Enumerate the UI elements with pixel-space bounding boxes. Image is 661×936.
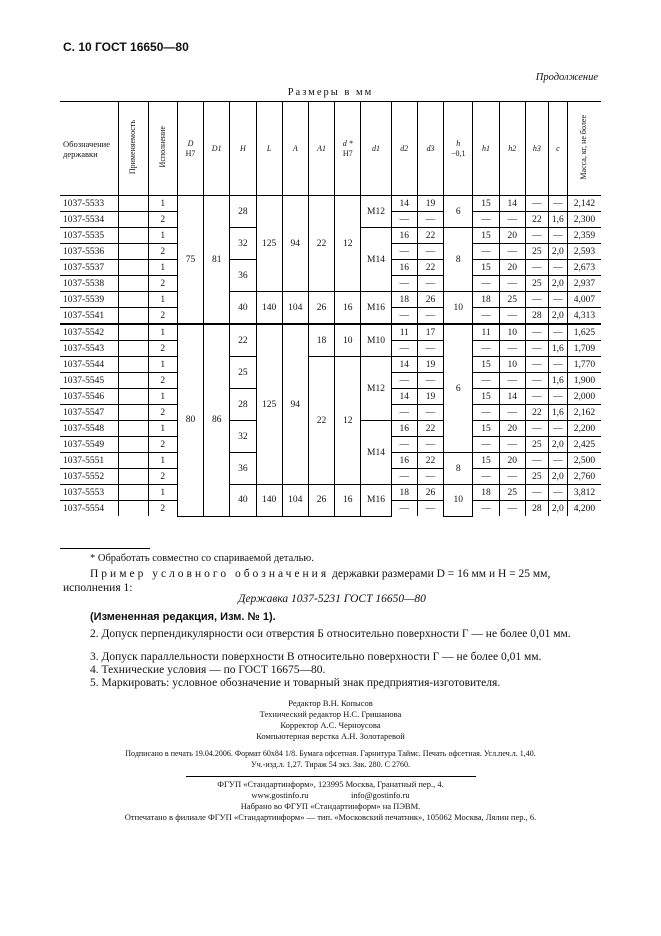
cell-h3: — xyxy=(525,453,548,469)
cell-designation: 1037-5534 xyxy=(60,212,119,228)
cell-version: 2 xyxy=(148,469,177,485)
credit-editor: Редактор В.Н. Копысов xyxy=(288,698,373,708)
cell-d2: 16 xyxy=(391,421,417,437)
cell-d3: 26 xyxy=(417,292,443,308)
cell-d2: 14 xyxy=(391,196,417,212)
cell-d3: — xyxy=(417,244,443,260)
cell-h3: 25 xyxy=(525,437,548,453)
cell-a: 104 xyxy=(282,292,308,325)
cell-h3: 28 xyxy=(525,501,548,517)
cell-h3: — xyxy=(525,421,548,437)
cell-h2: — xyxy=(499,405,525,421)
cell-designation: 1037-5535 xyxy=(60,228,119,244)
cell-d1: M14 xyxy=(361,228,391,292)
col-D1: D1 xyxy=(204,102,230,196)
cell-h: 28 xyxy=(230,196,256,228)
cell-a1: 26 xyxy=(308,292,334,325)
publisher-address: ФГУП «Стандартинформ», 123995 Москва, Гранатный пер., 4. xyxy=(217,779,444,789)
cell-d2: — xyxy=(391,469,417,485)
cell-d3: 22 xyxy=(417,228,443,244)
cell-d3: — xyxy=(417,276,443,292)
cell-version: 1 xyxy=(148,228,177,244)
cell-designation: 1037-5544 xyxy=(60,357,119,373)
cell-h3: 25 xyxy=(525,276,548,292)
cell-applicability xyxy=(119,292,148,308)
cell-applicability xyxy=(119,469,148,485)
cell-h3: — xyxy=(525,324,548,341)
cell-version: 1 xyxy=(148,292,177,308)
cell-h1: — xyxy=(473,373,499,389)
cell-applicability xyxy=(119,196,148,212)
cell-d2: 18 xyxy=(391,292,417,308)
cell-h2: 14 xyxy=(499,196,525,212)
cell-h: 6 xyxy=(444,324,473,453)
cell-applicability xyxy=(119,228,148,244)
amendment: (Измененная редакция, Изм. № 1). xyxy=(90,611,276,623)
cell-a1: 18 xyxy=(308,324,334,357)
cell-mass: 1,709 xyxy=(567,341,601,357)
cell-h1: 18 xyxy=(473,292,499,308)
cell-applicability xyxy=(119,421,148,437)
cell-h: 6 xyxy=(444,196,473,228)
cell-c: 1,6 xyxy=(548,373,567,389)
cell-designation: 1037-5548 xyxy=(60,421,119,437)
cell-h: 28 xyxy=(230,389,256,421)
footnote-rule xyxy=(60,548,150,549)
cell-mass: 2,593 xyxy=(567,244,601,260)
cell-version: 2 xyxy=(148,437,177,453)
cell-h1: — xyxy=(473,437,499,453)
example-designation: Державка 1037-5231 ГОСТ 16650—80 xyxy=(238,593,426,605)
cell-h3: 28 xyxy=(525,308,548,325)
cell-d1: M10 xyxy=(361,324,391,357)
cell-d3: — xyxy=(417,341,443,357)
item-3: 3. Допуск параллельности поверхности В относительно поверхности Г — не более 0,01 мм. xyxy=(90,651,542,663)
cell-mass: 4,313 xyxy=(567,308,601,325)
cell-mass: 2,000 xyxy=(567,389,601,405)
cell-c: 2,0 xyxy=(548,276,567,292)
cell-h3: 25 xyxy=(525,469,548,485)
cell-h2: — xyxy=(499,437,525,453)
cell-h2: — xyxy=(499,341,525,357)
cell-a1: 22 xyxy=(308,196,334,292)
cell-l: 125 xyxy=(256,324,282,485)
cell-h1: 15 xyxy=(473,260,499,276)
table-caption: Размеры в мм xyxy=(287,87,374,98)
cell-c: — xyxy=(548,324,567,341)
cell-h: 8 xyxy=(444,453,473,485)
col-mass: Масса, кг, не более xyxy=(567,102,601,196)
cell-d2: 11 xyxy=(391,324,417,341)
page-header: С. 10 ГОСТ 16650—80 xyxy=(63,40,189,54)
cell-applicability xyxy=(119,276,148,292)
cell-d3: — xyxy=(417,373,443,389)
cell-d3: — xyxy=(417,501,443,517)
cell-h2: 25 xyxy=(499,292,525,308)
cell-h1: 15 xyxy=(473,453,499,469)
col-applicability: Применяемость xyxy=(119,102,148,196)
cell-l: 140 xyxy=(256,485,282,517)
cell-mass: 2,425 xyxy=(567,437,601,453)
cell-c: — xyxy=(548,260,567,276)
cell-version: 1 xyxy=(148,196,177,212)
cell-c: 2,0 xyxy=(548,437,567,453)
cell-d3: 19 xyxy=(417,389,443,405)
cell-d2: 14 xyxy=(391,357,417,373)
cell-h2: — xyxy=(499,244,525,260)
cell-h: 22 xyxy=(230,324,256,357)
cell-h2: 20 xyxy=(499,453,525,469)
cell-d3: 19 xyxy=(417,196,443,212)
cell-d2: 16 xyxy=(391,228,417,244)
cell-h1: — xyxy=(473,244,499,260)
col-designation: Обозначение державки xyxy=(60,102,119,196)
cell-applicability xyxy=(119,389,148,405)
cell-c: 2,0 xyxy=(548,244,567,260)
cell-d2: 18 xyxy=(391,485,417,501)
col-d: d * H7 xyxy=(335,102,361,196)
cell-d2: — xyxy=(391,437,417,453)
cell-h3: 25 xyxy=(525,244,548,260)
cell-mass: 2,142 xyxy=(567,196,601,212)
cell-mass: 1,625 xyxy=(567,324,601,341)
cell-h1: 15 xyxy=(473,421,499,437)
cell-applicability xyxy=(119,260,148,276)
cell-dd: 12 xyxy=(335,196,361,292)
cell-h2: 20 xyxy=(499,421,525,437)
cell-h: 25 xyxy=(230,357,256,389)
credit-corrector: Корректор А.С. Черноусова xyxy=(280,720,381,730)
cell-applicability xyxy=(119,501,148,517)
cell-d2: 16 xyxy=(391,453,417,469)
cell-d1: M16 xyxy=(361,485,391,517)
cell-c: — xyxy=(548,389,567,405)
cell-d2: 14 xyxy=(391,389,417,405)
cell-d: 75 xyxy=(177,196,203,325)
cell-d3: 19 xyxy=(417,357,443,373)
cell-h1: 11 xyxy=(473,324,499,341)
col-D: D H7 xyxy=(177,102,203,196)
continuation-label: Продолжение xyxy=(535,72,598,83)
item-2: 2. Допуск перпендикулярности оси отверстия Б относительно поверхности Г — не более 0,01 мм. xyxy=(90,628,571,640)
cell-h1: — xyxy=(473,341,499,357)
table-row xyxy=(60,324,601,341)
cell-designation: 1037-5551 xyxy=(60,453,119,469)
cell-h1: — xyxy=(473,276,499,292)
cell-h: 40 xyxy=(230,292,256,325)
cell-h3: — xyxy=(525,260,548,276)
cell-h1: 15 xyxy=(473,228,499,244)
table-header-row xyxy=(60,102,601,196)
cell-d2: — xyxy=(391,373,417,389)
cell-h1: — xyxy=(473,405,499,421)
col-d1: d1 xyxy=(361,102,391,196)
dimensions-table xyxy=(60,101,601,517)
col-version: Исполнение xyxy=(148,102,177,196)
cell-dd: 16 xyxy=(335,485,361,517)
cell-a: 94 xyxy=(282,324,308,485)
cell-version: 2 xyxy=(148,244,177,260)
cell-h1: — xyxy=(473,501,499,517)
cell-h2: — xyxy=(499,308,525,325)
cell-mass: 2,673 xyxy=(567,260,601,276)
cell-h3: — xyxy=(525,373,548,389)
cell-a1: 26 xyxy=(308,485,334,517)
cell-mass: 1,900 xyxy=(567,373,601,389)
cell-d3: — xyxy=(417,308,443,325)
cell-mass: 2,162 xyxy=(567,405,601,421)
cell-version: 1 xyxy=(148,389,177,405)
cell-applicability xyxy=(119,324,148,341)
cell-h3: — xyxy=(525,389,548,405)
example-label: Пример условного обозначения xyxy=(90,568,330,580)
cell-h1: — xyxy=(473,469,499,485)
col-h1: h1 xyxy=(473,102,499,196)
cell-designation: 1037-5552 xyxy=(60,469,119,485)
cell-applicability xyxy=(119,437,148,453)
cell-h1: — xyxy=(473,212,499,228)
cell-h3: — xyxy=(525,485,548,501)
print-house: Отпечатано в филиале ФГУП «Стандартинформ» — тип. «Московский печатник», 105062 Москва, Лялин пер., 6. xyxy=(124,812,537,822)
imprint-rule xyxy=(186,776,476,777)
cell-d3: 26 xyxy=(417,485,443,501)
col-d2: d2 xyxy=(391,102,417,196)
cell-h3: — xyxy=(525,228,548,244)
cell-c: 1,6 xyxy=(548,341,567,357)
cell-mass: 4,200 xyxy=(567,501,601,517)
cell-h: 36 xyxy=(230,453,256,485)
cell-designation: 1037-5547 xyxy=(60,405,119,421)
cell-version: 2 xyxy=(148,373,177,389)
item-5: 5. Маркировать: условное обозначение и товарный знак предприятия-изготовителя. xyxy=(90,677,501,689)
cell-designation: 1037-5543 xyxy=(60,341,119,357)
credit-layout: Компьютерная верстка А.Н. Золотаревой xyxy=(256,731,405,741)
cell-dd: 12 xyxy=(335,357,361,485)
cell-d3: — xyxy=(417,212,443,228)
credit-tech-editor: Технический редактор Н.С. Гришанова xyxy=(259,709,402,719)
cell-version: 2 xyxy=(148,308,177,325)
cell-c: 1,6 xyxy=(548,405,567,421)
cell-designation: 1037-5536 xyxy=(60,244,119,260)
cell-c: — xyxy=(548,421,567,437)
example-paragraph xyxy=(63,567,601,595)
cell-l: 140 xyxy=(256,292,282,325)
cell-h3: — xyxy=(525,341,548,357)
cell-designation: 1037-5549 xyxy=(60,437,119,453)
cell-designation: 1037-5542 xyxy=(60,324,119,341)
typeset-note: Набрано во ФГУП «Стандартинформ» на ПЭВМ. xyxy=(240,801,421,811)
cell-version: 2 xyxy=(148,276,177,292)
col-H: H xyxy=(230,102,256,196)
cell-version: 1 xyxy=(148,260,177,276)
publisher-web: www.gostinfo.ru info@gostinfo.ru xyxy=(251,790,410,800)
cell-d2: — xyxy=(391,244,417,260)
cell-d1: M14 xyxy=(361,421,391,485)
cell-c: 2,0 xyxy=(548,501,567,517)
cell-d3: 22 xyxy=(417,260,443,276)
cell-a: 94 xyxy=(282,196,308,292)
cell-h: 8 xyxy=(444,228,473,292)
cell-h: 10 xyxy=(444,485,473,517)
cell-mass: 2,937 xyxy=(567,276,601,292)
cell-c: 2,0 xyxy=(548,469,567,485)
cell-mass: 2,300 xyxy=(567,212,601,228)
cell-h3: — xyxy=(525,357,548,373)
cell-h2: 14 xyxy=(499,389,525,405)
col-h2: h2 xyxy=(499,102,525,196)
cell-d1: 81 xyxy=(204,196,230,325)
cell-h1: 15 xyxy=(473,357,499,373)
cell-version: 2 xyxy=(148,212,177,228)
cell-designation: 1037-5546 xyxy=(60,389,119,405)
cell-d1: M12 xyxy=(361,196,391,228)
cell-version: 2 xyxy=(148,405,177,421)
col-A1: A1 xyxy=(308,102,334,196)
cell-c: — xyxy=(548,228,567,244)
cell-h: 10 xyxy=(444,292,473,325)
cell-c: 2,0 xyxy=(548,308,567,325)
cell-h2: — xyxy=(499,212,525,228)
cell-version: 1 xyxy=(148,453,177,469)
cell-designation: 1037-5554 xyxy=(60,501,119,517)
cell-designation: 1037-5541 xyxy=(60,308,119,325)
cell-h: 40 xyxy=(230,485,256,517)
cell-mass: 3,812 xyxy=(567,485,601,501)
table-row xyxy=(60,485,601,501)
cell-mass: 4,007 xyxy=(567,292,601,308)
cell-designation: 1037-5533 xyxy=(60,196,119,212)
cell-designation: 1037-5545 xyxy=(60,373,119,389)
cell-mass: 1,770 xyxy=(567,357,601,373)
cell-applicability xyxy=(119,373,148,389)
cell-d2: — xyxy=(391,501,417,517)
cell-designation: 1037-5539 xyxy=(60,292,119,308)
item-4: 4. Технические условия — по ГОСТ 16675—80. xyxy=(90,664,326,676)
cell-d1: M12 xyxy=(361,357,391,421)
cell-version: 1 xyxy=(148,357,177,373)
cell-h2: 10 xyxy=(499,324,525,341)
cell-h1: — xyxy=(473,308,499,325)
cell-d3: — xyxy=(417,469,443,485)
print-info-1: Подписано в печать 19.04.2006. Формат 60x84 1/8. Бумага офсетная. Гарнитура Таймс. Печать офсетная. Усл.печ.л. 1,40. xyxy=(125,749,536,758)
cell-d2: — xyxy=(391,405,417,421)
cell-applicability xyxy=(119,244,148,260)
cell-dd: 10 xyxy=(335,324,361,357)
cell-h: 36 xyxy=(230,260,256,292)
cell-designation: 1037-5537 xyxy=(60,260,119,276)
cell-applicability xyxy=(119,341,148,357)
cell-d3: 22 xyxy=(417,453,443,469)
cell-h2: 10 xyxy=(499,357,525,373)
cell-c: — xyxy=(548,485,567,501)
cell-version: 1 xyxy=(148,324,177,341)
cell-h1: 18 xyxy=(473,485,499,501)
cell-designation: 1037-5538 xyxy=(60,276,119,292)
cell-applicability xyxy=(119,357,148,373)
cell-d3: — xyxy=(417,405,443,421)
cell-c: — xyxy=(548,292,567,308)
col-L: L xyxy=(256,102,282,196)
cell-c: 1,6 xyxy=(548,212,567,228)
cell-version: 1 xyxy=(148,485,177,501)
cell-h1: 15 xyxy=(473,389,499,405)
cell-a1: 22 xyxy=(308,357,334,485)
col-A: A xyxy=(282,102,308,196)
cell-mass: 2,760 xyxy=(567,469,601,485)
cell-d2: 16 xyxy=(391,260,417,276)
cell-mass: 2,200 xyxy=(567,421,601,437)
cell-d1: 86 xyxy=(204,324,230,516)
cell-applicability xyxy=(119,405,148,421)
table-row xyxy=(60,292,601,308)
col-d3: d3 xyxy=(417,102,443,196)
col-h3: h3 xyxy=(525,102,548,196)
cell-c: — xyxy=(548,453,567,469)
cell-h3: — xyxy=(525,292,548,308)
cell-version: 1 xyxy=(148,421,177,437)
cell-h2: — xyxy=(499,276,525,292)
example-text: державки размерами D = 16 мм и H = 25 мм, исполнения 1: xyxy=(63,568,551,594)
cell-applicability xyxy=(119,212,148,228)
cell-h3: 22 xyxy=(525,405,548,421)
cell-h2: 25 xyxy=(499,485,525,501)
cell-d1: M16 xyxy=(361,292,391,325)
cell-d3: — xyxy=(417,437,443,453)
cell-h: 32 xyxy=(230,228,256,260)
print-info-2: Уч.-изд.л. 1,27. Тираж 54 экз. Зак. 280. С 2760. xyxy=(251,760,410,769)
cell-l: 125 xyxy=(256,196,282,292)
cell-h2: — xyxy=(499,469,525,485)
cell-h1: 15 xyxy=(473,196,499,212)
cell-d3: 22 xyxy=(417,421,443,437)
col-c: c xyxy=(548,102,567,196)
cell-d: 80 xyxy=(177,324,203,516)
cell-d2: — xyxy=(391,212,417,228)
cell-h: 32 xyxy=(230,421,256,453)
cell-applicability xyxy=(119,308,148,325)
cell-c: — xyxy=(548,196,567,212)
cell-h3: 22 xyxy=(525,212,548,228)
cell-h2: — xyxy=(499,501,525,517)
cell-h2: — xyxy=(499,373,525,389)
cell-version: 2 xyxy=(148,501,177,517)
cell-designation: 1037-5553 xyxy=(60,485,119,501)
cell-h2: 20 xyxy=(499,260,525,276)
cell-version: 2 xyxy=(148,341,177,357)
cell-dd: 16 xyxy=(335,292,361,325)
cell-c: — xyxy=(548,357,567,373)
col-h: h −0,1 xyxy=(444,102,473,196)
cell-d3: 17 xyxy=(417,324,443,341)
cell-applicability xyxy=(119,453,148,469)
cell-h3: — xyxy=(525,196,548,212)
cell-mass: 2,500 xyxy=(567,453,601,469)
cell-mass: 2,359 xyxy=(567,228,601,244)
cell-applicability xyxy=(119,485,148,501)
cell-h2: 20 xyxy=(499,228,525,244)
cell-d2: — xyxy=(391,308,417,325)
table-row xyxy=(60,196,601,212)
footnote: * Обработать совместно со спариваемой деталью. xyxy=(90,553,314,564)
cell-a: 104 xyxy=(282,485,308,517)
cell-d2: — xyxy=(391,341,417,357)
cell-d2: — xyxy=(391,276,417,292)
table-row xyxy=(60,357,601,373)
